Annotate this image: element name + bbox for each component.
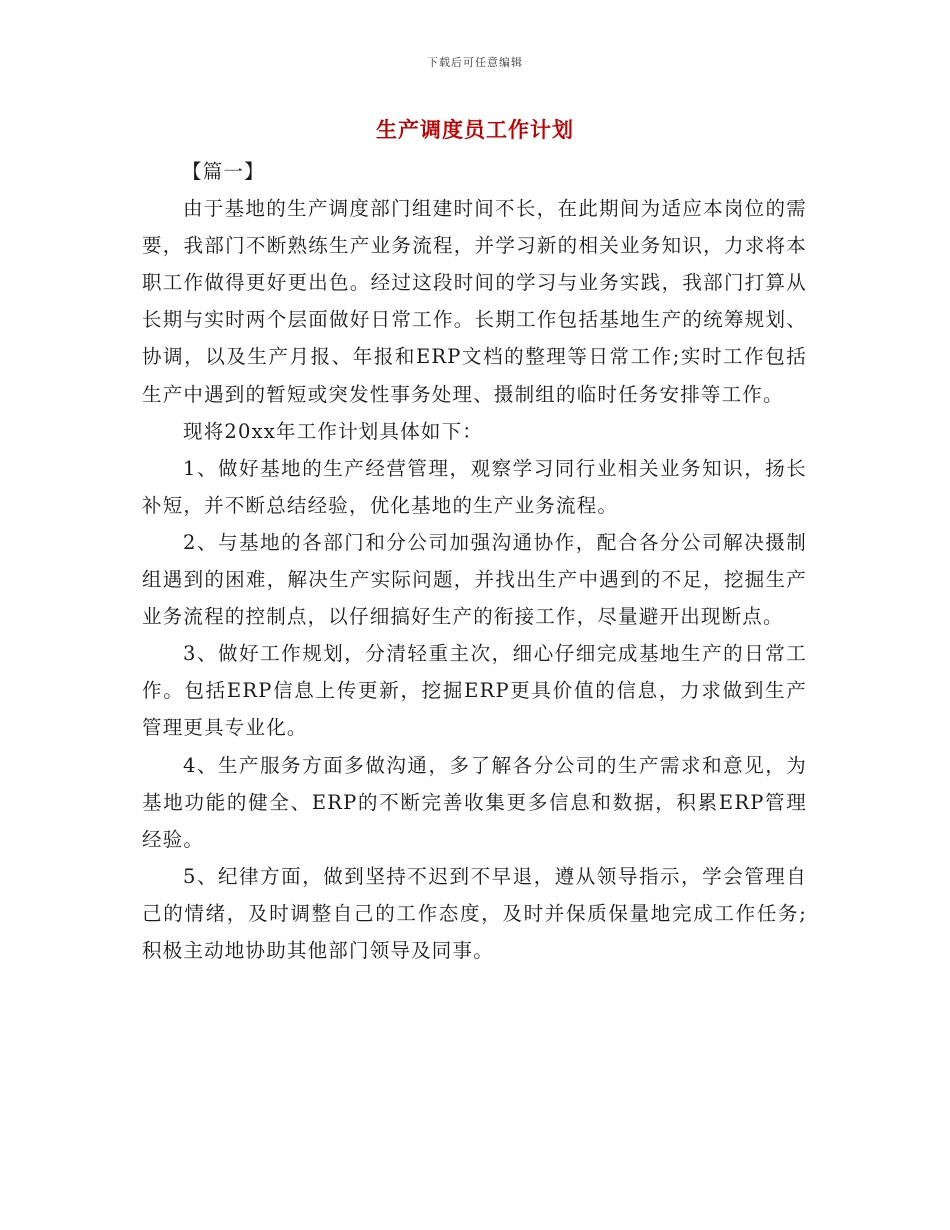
paragraph-item-1: 1、做好基地的生产经营管理，观察学习同行业相关业务知识，扬长补短，并不断总结经验，优化基地的生产业务流程。 (142, 456, 807, 517)
section-label: 【篇一】 (182, 160, 265, 183)
document-body (142, 153, 807, 969)
header-note: 下载后可任意编辑 (427, 56, 523, 69)
paragraph-item-2: 2、与基地的各部门和分公司加强沟通协作，配合各分公司解决摄制组遇到的困难，解决生产实际问题，并找出生产中遇到的不足，挖掘生产业务流程的控制点，以仔细搞好生产的衔接工作，尽量避开出现断点。 (142, 530, 807, 629)
paragraph-item-4: 4、生产服务方面多做沟通，多了解各分公司的生产需求和意见，为基地功能的健全、ERP的不断完善收集更多信息和数据，积累ERP管理经验。 (142, 753, 807, 851)
paragraph-intro: 由于基地的生产调度部门组建时间不长，在此期间为适应本岗位的需要，我部门不断熟练生产业务流程，并学习新的相关业务知识，力求将本职工作做得更好更出色。经过这段时间的学习与业务实践，我部门打算从长期与实时两个层面做好日常工作。长期工作包括基地生产的统筹规划、协调，以及生产月报、年报和ERP文档的整理等日常工作;实时工作包括生产中遇到的暂短或突发性事务处理、摄制组的临时任务安排等工作。 (142, 197, 807, 406)
paragraph-plan-lead: 现将20xx年工作计划具体如下： (183, 419, 484, 443)
paragraph-item-3: 3、做好工作规划，分清轻重主次，细心仔细完成基地生产的日常工作。包括ERP信息上传更新，挖掘ERP更具价值的信息，力求做到生产管理更具专业化。 (142, 642, 807, 740)
paragraph-item-5: 5、纪律方面，做到坚持不迟到不早退，遵从领导指示，学会管理自己的情绪，及时调整自己的工作态度，及时并保质保量地完成工作任务;积极主动地协助其他部门领导及同事。 (142, 864, 807, 962)
document-title: 生产调度员工作计划 (376, 117, 574, 142)
